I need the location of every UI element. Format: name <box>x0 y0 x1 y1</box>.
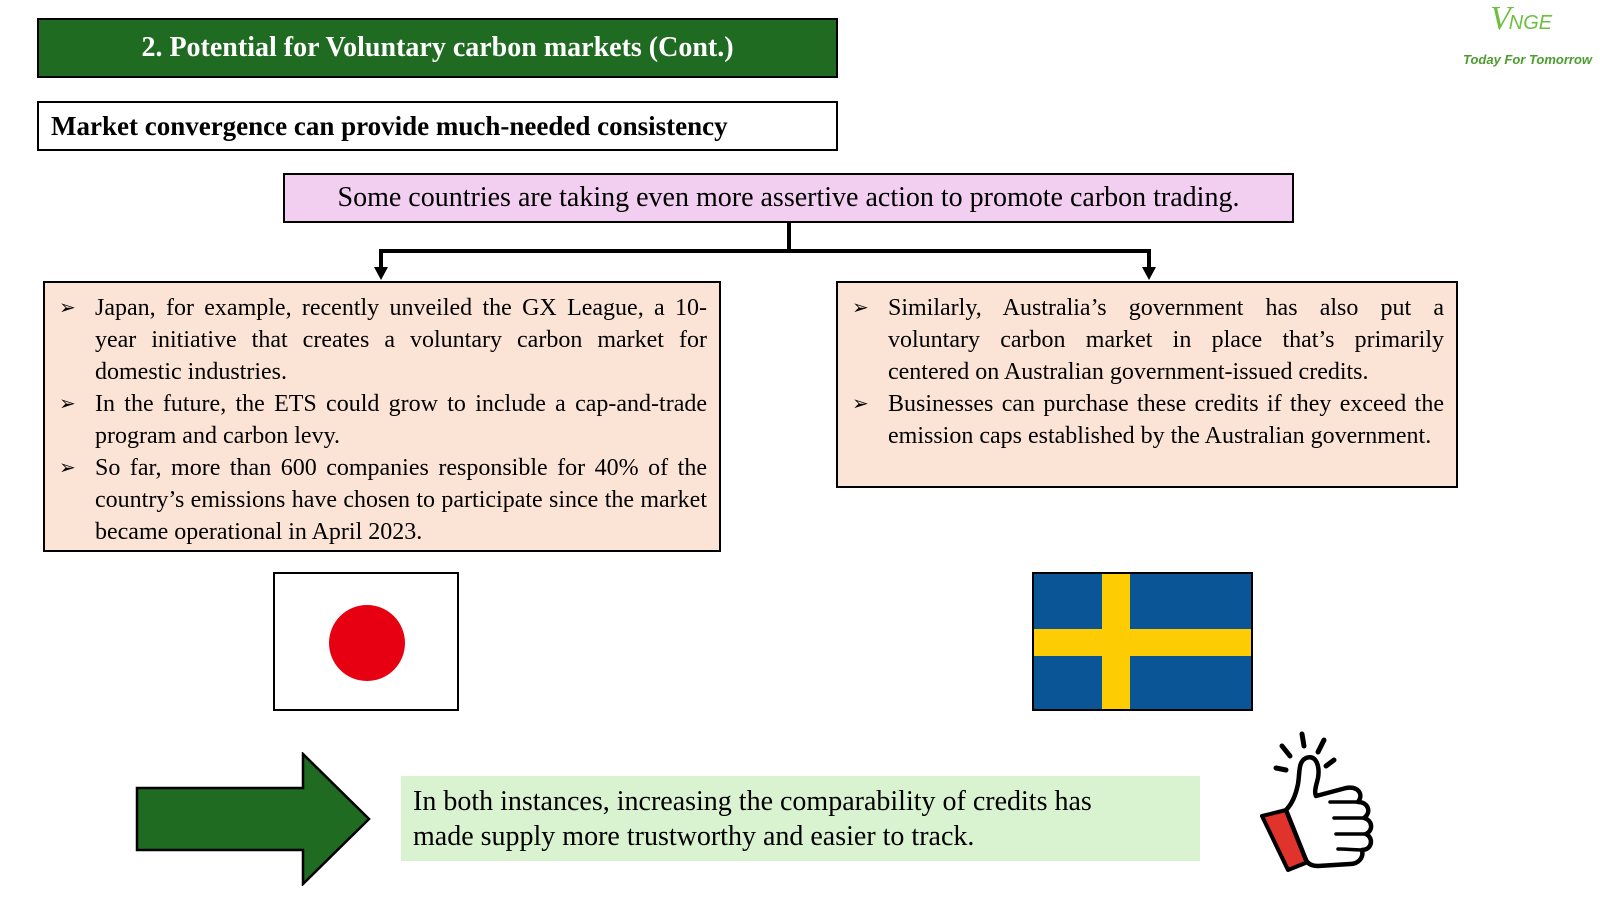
bullet-arrow-icon: ➢ <box>59 297 76 319</box>
australia-panel <box>836 281 1458 488</box>
intro-text: Some countries are taking even more assertive action to promote carbon trading. <box>337 182 1240 213</box>
australia-bullet-list <box>852 292 1444 452</box>
brand-tagline: Today For Tomorrow <box>1463 52 1593 67</box>
list-item <box>852 292 1444 388</box>
japan-flag-sun <box>329 605 405 681</box>
conclusion-text: In both instances, increasing the comparability of credits has made supply more trustworthy and easier to track. <box>413 785 1092 852</box>
list-item <box>59 292 707 388</box>
subtitle-text: Market convergence can provide much-needed consistency <box>51 110 728 141</box>
slide-title-bar <box>37 18 838 78</box>
thumb-burst-line <box>1302 734 1304 746</box>
bullet-text: So far, more than 600 companies responsible for 40% of the country’s emissions have chosen to participate since the market became operational in April 2023. <box>95 455 707 545</box>
thumb-burst-line <box>1276 768 1286 770</box>
conclusion-box <box>401 776 1200 861</box>
thumb-burst-line <box>1326 760 1334 766</box>
bullet-text: Similarly, Australia’s government has also put a voluntary carbon market in place that’s primarily centered on Australian government-issued credits. <box>888 295 1444 385</box>
brand-logo <box>1490 2 1552 36</box>
brand-logo-initial: V <box>1490 0 1511 37</box>
list-item <box>59 388 707 452</box>
japan-bullet-list <box>59 292 707 548</box>
right-arrow-icon <box>135 752 371 886</box>
bullet-arrow-icon: ➢ <box>59 457 76 479</box>
brand-logo-rest: NGE <box>1508 12 1553 34</box>
thumb-burst-line <box>1282 746 1290 756</box>
thumbs-up-icon <box>1258 728 1408 884</box>
bullet-arrow-icon: ➢ <box>59 393 76 415</box>
bullet-arrow-icon: ➢ <box>852 393 869 415</box>
bullet-arrow-icon: ➢ <box>852 297 869 319</box>
sweden-flag-cross-horizontal <box>1034 629 1251 656</box>
bullet-text: Businesses can purchase these credits if they exceed the emission caps established by the Australian government. <box>888 391 1444 449</box>
bullet-text: In the future, the ETS could grow to include a cap-and-trade program and carbon levy. <box>95 391 707 449</box>
connector-left-arrowhead-icon <box>374 267 388 280</box>
sweden-flag-icon <box>1032 572 1253 711</box>
bullet-text: Japan, for example, recently unveiled the GX League, a 10-year initiative that creates a voluntary carbon market for domestic industries. <box>95 295 707 385</box>
thumb-finger-line <box>1338 849 1362 850</box>
list-item <box>852 388 1444 452</box>
subtitle-box <box>37 101 838 151</box>
japan-panel <box>43 281 721 552</box>
connector-right-arrowhead-icon <box>1142 267 1156 280</box>
intro-box <box>283 173 1294 223</box>
list-item <box>59 452 707 548</box>
japan-flag-icon <box>273 572 459 711</box>
slide-title: 2. Potential for Voluntary carbon markets (Cont.) <box>141 32 734 63</box>
thumb-burst-line <box>1318 740 1324 752</box>
